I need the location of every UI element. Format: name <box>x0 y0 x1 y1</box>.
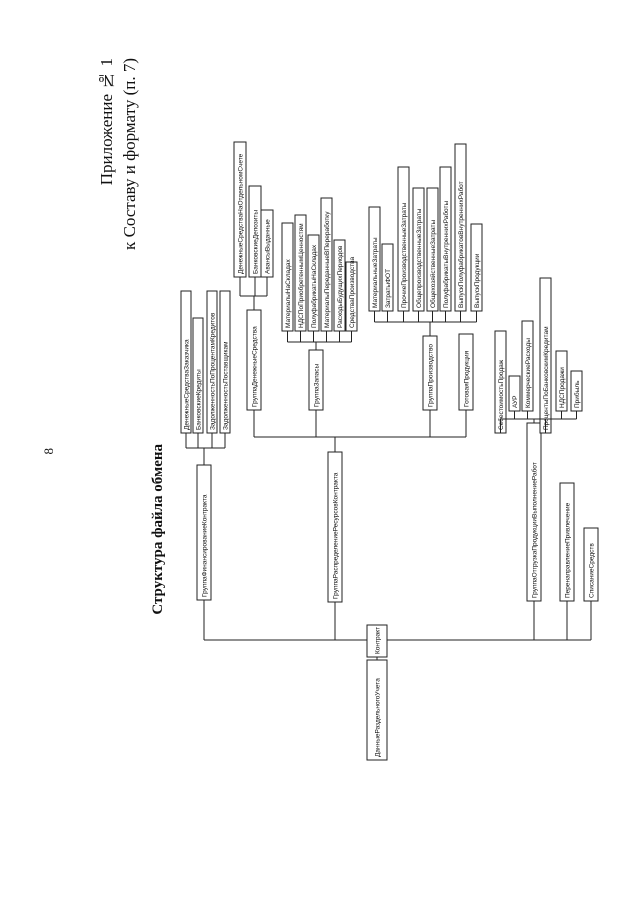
node-label: СписаниеСредств <box>588 543 596 598</box>
node-label: ПолуфабрикатыНаСкладах <box>310 244 318 328</box>
node-label: ГруппаФинансированиеКонтракта <box>201 494 209 597</box>
node-g2-1-3 <box>261 210 273 277</box>
node-g1 <box>197 465 211 600</box>
node-g3-5 <box>556 351 567 411</box>
node-g2-3-1 <box>369 207 380 311</box>
node-g2-2-2 <box>295 215 306 331</box>
node-label: ГотоваяПродукция <box>463 350 471 407</box>
node-g3-2 <box>509 376 520 411</box>
node-g1-2 <box>193 318 203 433</box>
node-g2-1 <box>247 310 261 410</box>
node-contract <box>367 625 387 657</box>
node-g2-2-4 <box>321 198 332 331</box>
page-number: 8 <box>41 448 56 455</box>
node-g3-4 <box>540 278 551 433</box>
node-label: Прибыль <box>573 380 581 408</box>
node-label: МатериальныеЗатраты <box>371 237 379 308</box>
node-g4 <box>560 483 574 601</box>
node-label: МатериалыПереданныеВПереработку <box>323 211 331 328</box>
node-g2-2-3 <box>308 235 319 331</box>
node-label: ОбщепроизводственныеЗатраты <box>415 208 423 308</box>
node-label: ЗадолженностьПоставщикам <box>222 341 230 430</box>
node-g2-2-6 <box>346 256 357 331</box>
node-g3-3 <box>522 321 533 411</box>
node-label: Контракт <box>374 626 382 654</box>
node-g3 <box>527 423 541 601</box>
node-label: БанковскиеДепозиты <box>252 209 260 274</box>
node-label: ПолуфабрикатыВнутреннихРаботы <box>442 200 450 308</box>
node-label: ПеренаправлениеПривлечение <box>564 502 572 598</box>
node-label: ДенежныеСредстваНаОтдельномСчете <box>237 153 245 274</box>
node-label: ДанныеРаздельногоУчета <box>374 678 382 757</box>
node-label: ДенежныеСредстваЗаказчика <box>183 339 191 430</box>
node-g2-2 <box>309 350 323 410</box>
node-g5 <box>584 528 598 601</box>
node-label: ПроцентыПоБанковскимКредитам <box>542 326 550 430</box>
node-label: РасходыБудущихПериодов <box>336 245 344 328</box>
node-g1-1 <box>181 291 191 433</box>
node-label: МатериалыНаСкладах <box>284 259 292 328</box>
node-g2-1-2 <box>249 186 261 277</box>
node-g2-1-1 <box>234 142 246 277</box>
annex-subtitle: к Составу и формату (п. 7) <box>120 58 139 250</box>
node-g3-1 <box>495 331 506 433</box>
node-g2-3-3 <box>398 167 409 311</box>
node-g2-3-4 <box>413 188 424 311</box>
node-label: АвансыВыданные <box>264 219 272 274</box>
node-label: ГруппаПроизводство <box>427 344 435 407</box>
node-label: ОбщехозяйственныеЗатраты <box>429 219 437 308</box>
node-g2-2-1 <box>282 223 293 331</box>
node-label: АУР <box>511 395 519 408</box>
node-label: БанковскиеКредиты <box>195 369 203 430</box>
node-g2-3-5 <box>427 188 438 311</box>
node-g2-3-8 <box>471 224 482 311</box>
node-label: ВыпускПродукции <box>473 253 481 308</box>
node-label: ГруппаЗапасы <box>313 363 321 407</box>
node-label: СредстваПроизводства <box>348 256 356 328</box>
node-label: ПрочиеПроизводственныеЗатраты <box>400 202 408 308</box>
node-g2-2-5 <box>334 240 345 331</box>
node-g2-3 <box>423 336 437 410</box>
node-g2-3-6 <box>440 167 451 311</box>
node-root <box>367 660 387 760</box>
node-label: ВыпускПолуфабрикатовВнутреннихРабот <box>457 181 465 308</box>
node-label: ГруппаРаспределениеРесурсовКонтракта <box>332 472 340 599</box>
annex-title: Приложение № 1 <box>97 58 116 186</box>
node-label: КоммерческиеРасходы <box>524 338 532 408</box>
node-label: СебестоимостьПродаж <box>497 359 505 430</box>
node-label: НДСПоПриобретеннымЦенностям <box>297 223 305 328</box>
node-label: ГруппаДенежныеСредства <box>251 326 259 407</box>
node-label: ЗатратыФОТ <box>384 268 392 308</box>
page-heading: Структура файла обмена <box>150 444 166 615</box>
node-g2 <box>328 452 342 602</box>
node-label: НДСПродажи <box>558 367 566 408</box>
node-g3-6 <box>571 371 582 411</box>
node-g2-3-2 <box>382 244 393 311</box>
node-g2-3-7 <box>455 144 466 311</box>
node-g2-4 <box>459 334 473 410</box>
node-g1-4 <box>220 291 230 433</box>
node-label: ГруппаОтгрузкаПродукцииВыполнениеРабот <box>531 462 539 598</box>
node-g1-3 <box>207 291 217 433</box>
node-label: ЗадолженностьПоПроцентамКредитов <box>209 312 217 430</box>
